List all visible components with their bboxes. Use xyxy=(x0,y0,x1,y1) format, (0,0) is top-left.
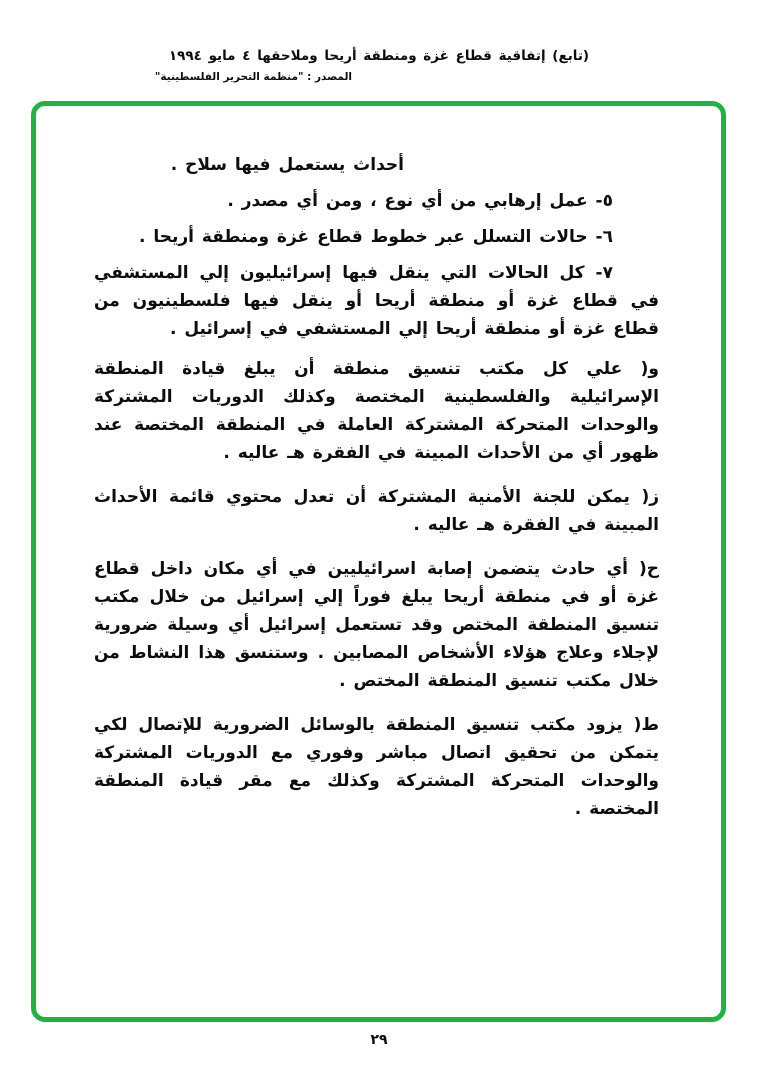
page-header xyxy=(0,0,758,83)
clause-tta: ط( يزود مكتب تنسيق المنطقة بالوسائل الضرورية للإتصال لكي يتمكن من تحقيق اتصال مباشر وفوري مع الدوريات المشتركة والوحدات المتحركة المشتركة وكذلك مع مقر قيادة المنطقة المختصة . xyxy=(94,715,659,819)
list-item-6: ٦- حالات التسلل عبر خطوط قطاع غزة ومنطقة أريحا . xyxy=(138,227,613,247)
list-item-5: ٥- عمل إرهابي من أي نوع ، ومن أي مصدر . xyxy=(227,191,613,211)
clause-hha: ح( أي حادث يتضمن إصابة اسرائيليين في أي مكان داخل قطاع غزة أو في منطقة أريحا يبلغ فوراً إلي إسرائيل من خلال مكتب تنسيق المنطقة المختص وقد تستعمل إسرائيل أي وسيلة ضرورية لإجلاء وعلاج هؤلاء الأشخاص المصابين . وستنسق هذا النشاط من خلال مكتب تنسيق المنطقة المختص . xyxy=(94,559,659,691)
paragraph-continuation: أحداث يستعمل فيها سلاح . xyxy=(170,155,404,175)
list-item-7: ٧- كل الحالات التي ينقل فيها إسرائيليون إلي المستشفي في قطاع غزة أو منطقة أريحا أو ينقل فيها فلسطينيون من قطاع غزة أو منطقة أريحا إلي المستشفي في إسرائيل . xyxy=(94,263,659,339)
document-title: (تابع) إتفاقية قطاع غزة ومنطقة أريحا وملاحقها ٤ مايو ١٩٩٤ xyxy=(168,48,590,64)
page-number: ٢٩ xyxy=(370,1032,388,1048)
clause-zay: ز( يمكن للجنة الأمنية المشتركة أن تعدل محتوي قائمة الأحداث المبينة في الفقرة هـ عاليه . xyxy=(94,487,659,535)
document-body xyxy=(36,106,721,823)
source-line: المصدر : "منظمة التحرير الفلسطينية" xyxy=(154,71,352,83)
clause-waw: و( علي كل مكتب تنسيق منطقة أن يبلغ قيادة المنطقة الإسرائيلية والفلسطينية المختصة وكذلك الدوريات المشتركة والوحدات المتحركة المشتركة العاملة في المنطقة المختصة عند ظهور أي من الأحداث المبينة في الفقرة هـ عاليه . xyxy=(94,359,659,463)
content-border-box xyxy=(31,101,726,1022)
